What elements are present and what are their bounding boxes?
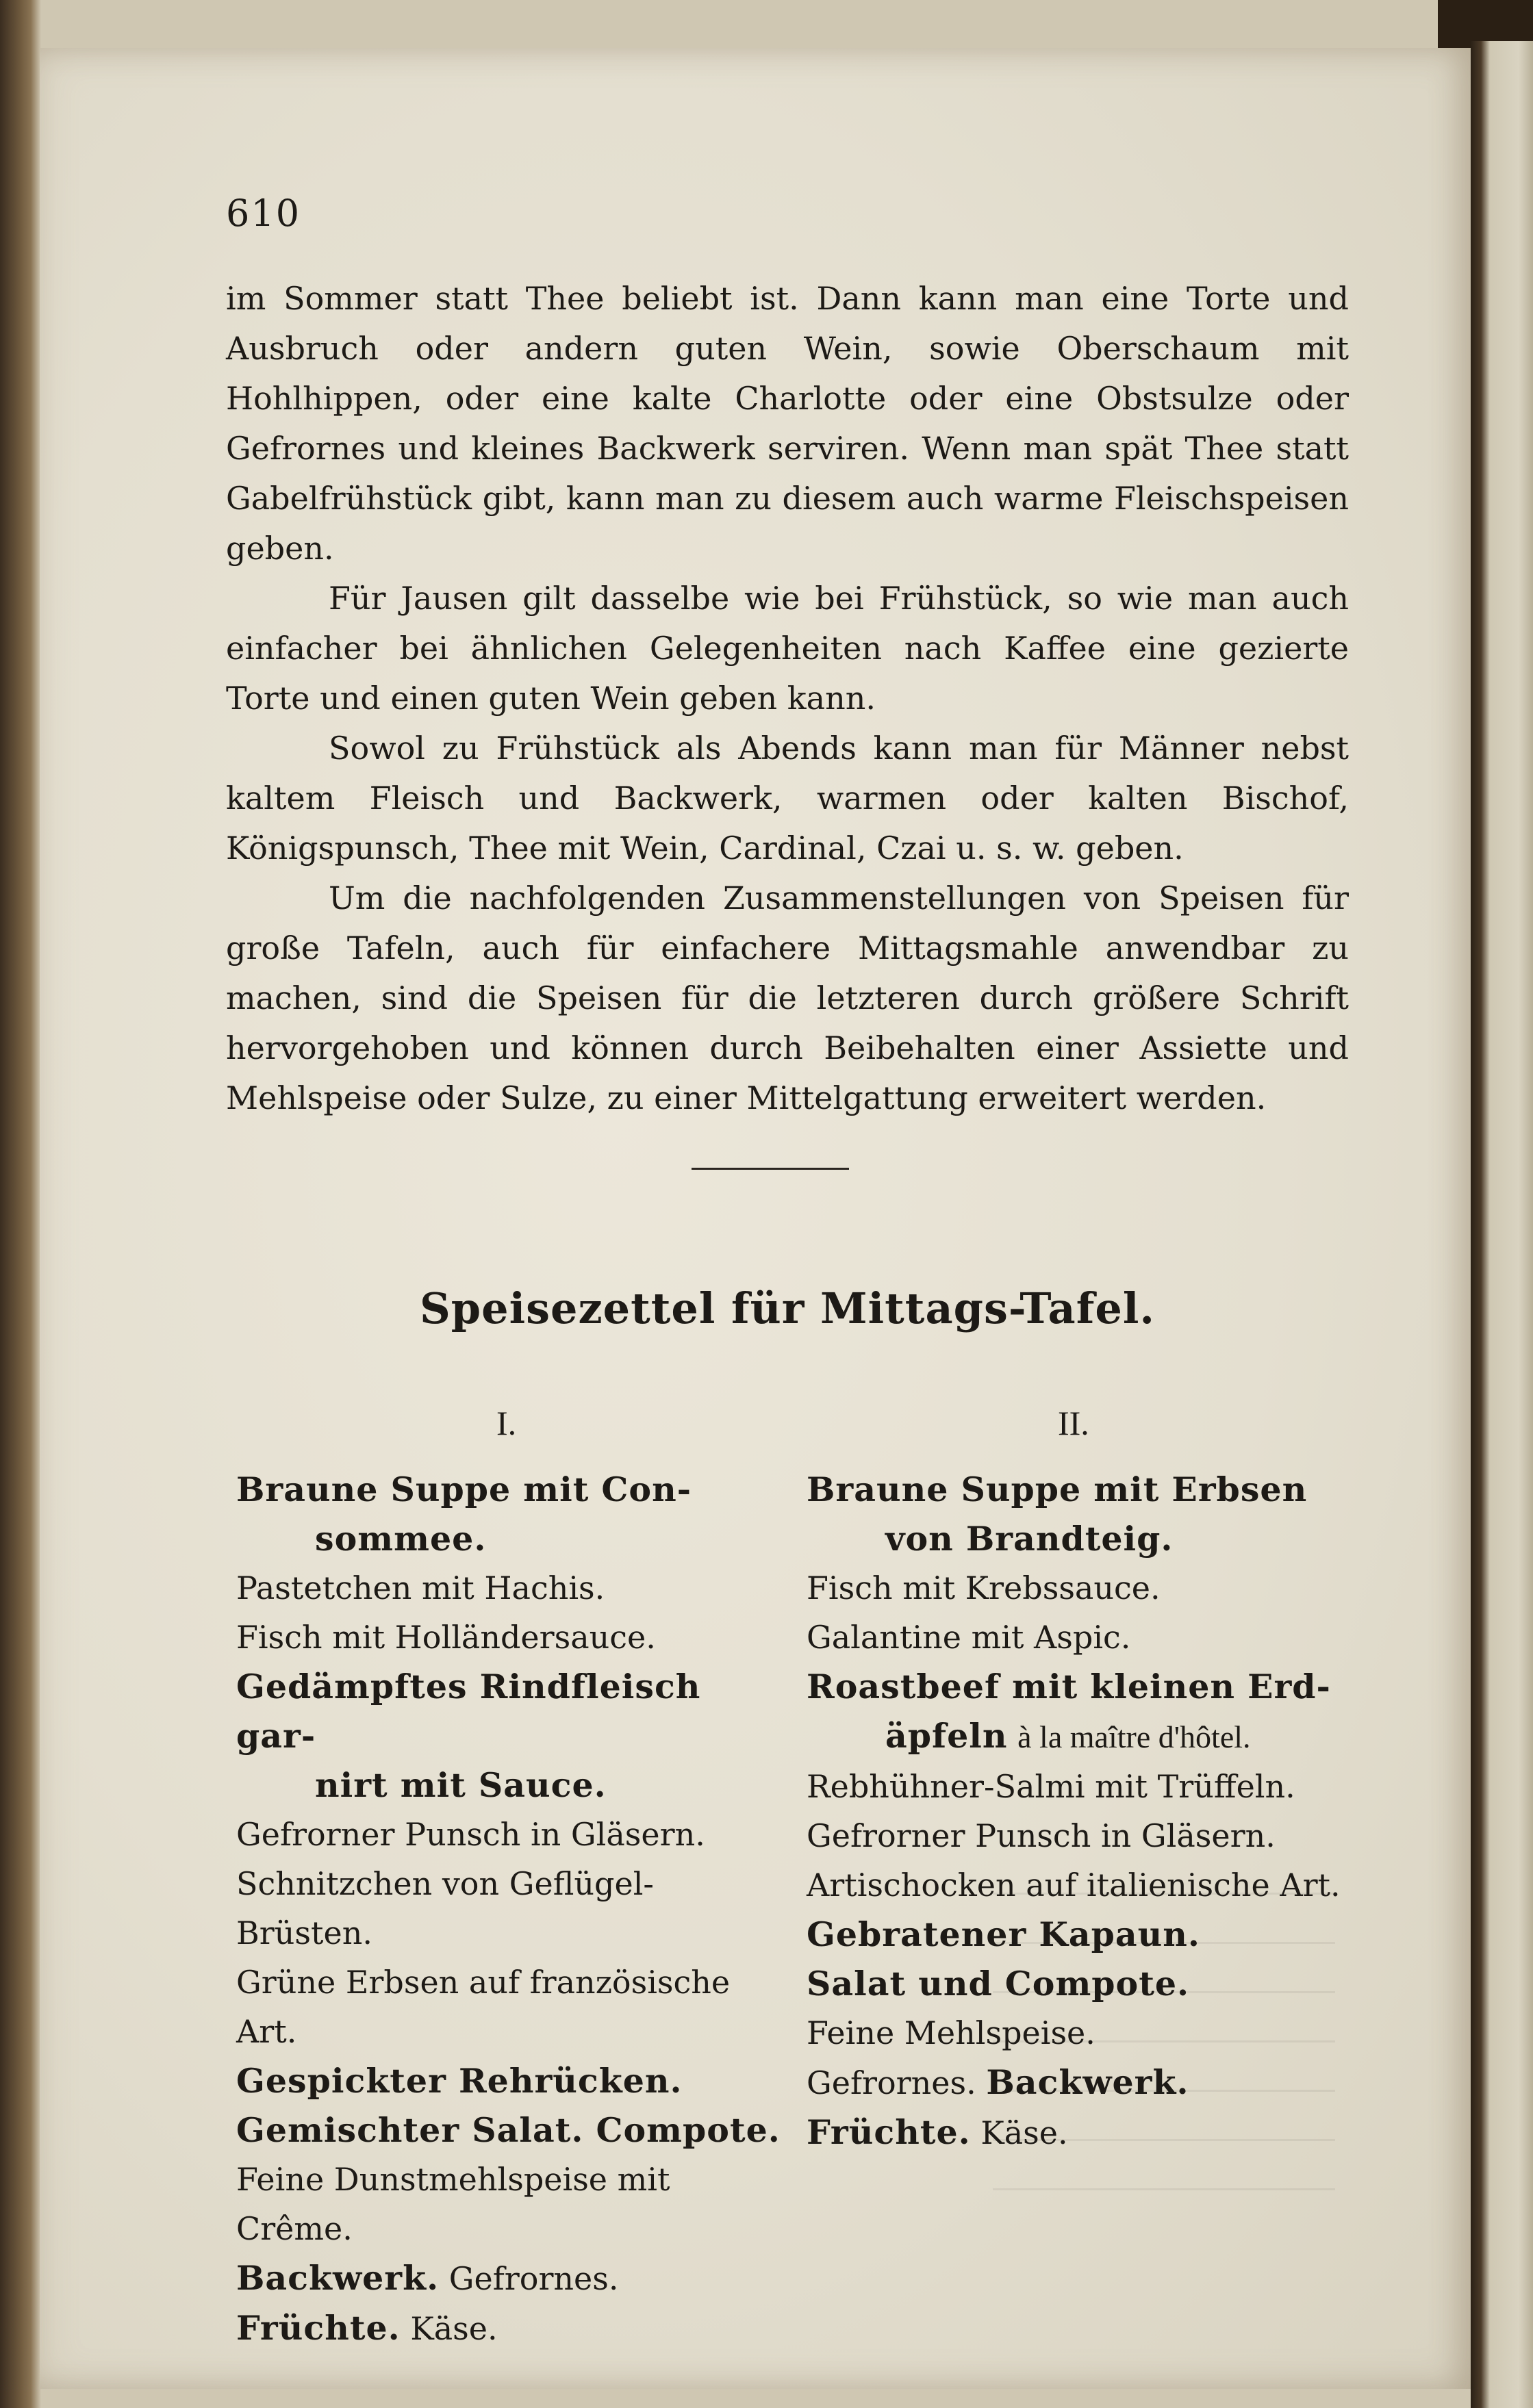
menu-item-plain: Käse. <box>980 2114 1068 2151</box>
menu-item-bold: Backwerk. <box>236 2258 440 2298</box>
menu-item: Feine Mehlspeise. <box>807 2014 1095 2051</box>
menu-item: Rebhühner-Salmi mit Trüffeln. <box>807 1768 1295 1805</box>
menu-item: Gefrorner Punsch in Gläsern. <box>807 1817 1276 1854</box>
column-label-1: I. <box>496 1404 517 1442</box>
menu-item <box>807 2108 1354 2157</box>
paragraph: Für Jausen gilt dasselbe wie bei Frühstück, so wie man auch einfacher bei ähnlichen Gelegenheiten nach Kaffee eine gezierte Torte und einen guten Wein geben kann. <box>226 580 1349 717</box>
menu-item-continued: sommee. <box>315 1519 487 1559</box>
menu-item-plain: Gefrornes. <box>448 2260 619 2297</box>
menu-item <box>236 2303 784 2353</box>
menu-item <box>236 2253 784 2303</box>
next-page-edge <box>1471 41 1533 2408</box>
menu-item: Feine Dunstmehlspeise mit Crême. <box>236 2161 670 2247</box>
menu-item: Fisch mit Krebssauce. <box>807 1570 1161 1606</box>
page-number: 610 <box>226 192 301 235</box>
paragraph: Sowol zu Frühstück als Abends kann man für Männer nebst kaltem Fleisch und Backwerk, warmen oder kalten Bischof, Königspunsch, Thee mit Wein, Cardinal, Czai u. s. w. geben. <box>226 730 1349 867</box>
menu-item: Pastetchen mit Hachis. <box>236 1570 605 1606</box>
menu-item: Artischocken auf italienische Art. <box>807 1867 1341 1904</box>
menu-item-plain: Käse. <box>410 2310 498 2347</box>
menu-item: Gespickter Rehrücken. <box>236 2061 683 2101</box>
menu-item: Galantine mit Aspic. <box>807 1619 1131 1656</box>
menu-item: Grüne Erbsen auf französische Art. <box>236 1964 731 2050</box>
menu-column-1 <box>236 1465 784 2353</box>
menu-item: Salat und Compote. <box>807 1964 1190 2003</box>
menu-item-bold: äpfeln <box>885 1716 1008 1756</box>
menu-item <box>807 2058 1354 2108</box>
menu-item-continued: von Brandteig. <box>885 1519 1174 1559</box>
section-divider <box>692 1168 849 1170</box>
menu-item-continued: nirt mit Sauce. <box>315 1765 607 1805</box>
menu-item: Gedämpftes Rindfleisch gar- <box>236 1667 701 1756</box>
menu-item: Braune Suppe mit Con- <box>236 1470 692 1509</box>
menu-item-plain: Gefrornes. <box>807 2064 976 2101</box>
menu-item: Gefrorner Punsch in Gläsern. <box>236 1816 705 1853</box>
menu-item: Gebratener Kapaun. <box>807 1914 1200 1954</box>
menu-item-continued <box>807 1711 1354 1762</box>
menu-item-bold: Früchte. <box>236 2308 401 2348</box>
menu-title: Speisezettel für Mittags-Tafel. <box>420 1283 1155 1333</box>
menu-item-roman: à la maître d'hôtel. <box>1017 1719 1251 1754</box>
menu-item: Roastbeef mit kleinen Erd- <box>807 1667 1331 1706</box>
menu-item: Fisch mit Holländersauce. <box>236 1619 656 1656</box>
body-text <box>226 274 1349 1123</box>
column-label-2: II. <box>1058 1404 1089 1442</box>
menu-item: Braune Suppe mit Erbsen <box>807 1470 1308 1509</box>
paragraph: im Sommer statt Thee beliebt ist. Dann kann man eine Torte und Ausbruch oder andern guten Wein, sowie Oberschaum mit Hohlhippen, oder eine kalte Charlotte oder eine Obstsulze oder Gefrornes und kleines Backwerk serviren. Wenn man spät Thee statt Gabelfrühstück gibt, kann man zu diesem auch warme Fleischspeisen geben. <box>226 280 1349 567</box>
menu-item-bold: Backwerk. <box>986 2062 1189 2102</box>
menu-item: Gemischter Salat. Compote. <box>236 2110 781 2150</box>
paragraph: Um die nachfolgenden Zusammenstellungen von Speisen für große Tafeln, auch für einfachere Mittagsmahle anwendbar zu machen, sind die Speisen für die letzteren durch größere Schrift hervorgehoben und können durch Beibehalten einer Assiette und Mehlspeise oder Sulze, zu einer Mittelgattung erweitert werden. <box>226 880 1349 1116</box>
menu-item-bold: Früchte. <box>807 2112 971 2152</box>
menu-item: Schnitzchen von Geflügel-Brüsten. <box>236 1865 654 1951</box>
menu-column-2 <box>807 1465 1354 2157</box>
